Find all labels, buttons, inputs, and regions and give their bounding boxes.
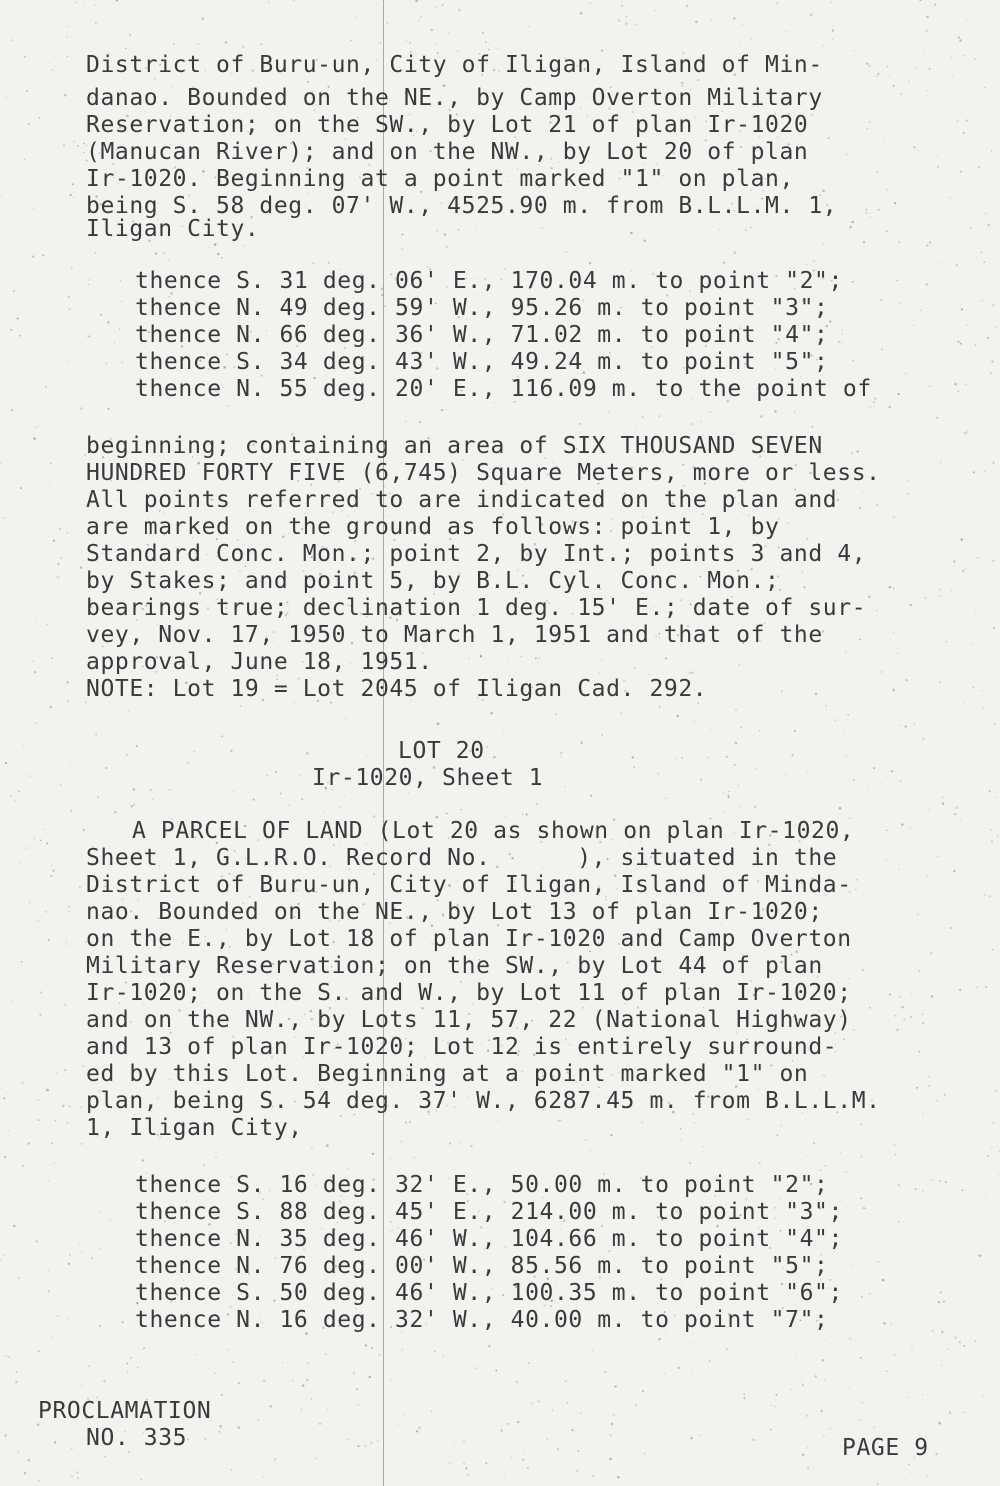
text-line: bearings true; declination 1 deg. 15' E.; date of sur-	[86, 595, 867, 621]
text-line: and 13 of plan Ir-1020; Lot 12 is entirely surround-	[86, 1034, 838, 1060]
course-line: thence N. 76 deg. 00' W., 85.56 m. to point "5";	[135, 1253, 829, 1279]
text-line: danao. Bounded on the NE., by Camp Overton Military	[86, 85, 823, 111]
course-line: thence N. 55 deg. 20' E., 116.09 m. to the point of	[135, 376, 872, 402]
course-line: thence S. 34 deg. 43' W., 49.24 m. to point "5";	[135, 349, 829, 375]
text-line: Standard Conc. Mon.; point 2, by Int.; points 3 and 4,	[86, 541, 867, 567]
course-line: thence N. 35 deg. 46' W., 104.66 m. to point "4";	[135, 1226, 843, 1252]
text-line: Iligan City.	[86, 216, 260, 242]
text-line: Ir-1020. Beginning at a point marked "1" on plan,	[86, 166, 794, 192]
text-line: Military Reservation; on the SW., by Lot 44 of plan	[86, 953, 823, 979]
text-line: District of Buru-un, City of Iligan, Island of Minda-	[86, 872, 852, 898]
course-line: thence S. 31 deg. 06' E., 170.04 m. to point "2";	[135, 268, 843, 294]
text-line: 1, Iligan City,	[86, 1115, 303, 1141]
text-line: ed by this Lot. Beginning at a point marked "1" on	[86, 1061, 809, 1087]
text-line: vey, Nov. 17, 1950 to March 1, 1951 and that of the	[86, 622, 823, 648]
footer-number: NO. 335	[86, 1425, 188, 1451]
text-line: plan, being S. 54 deg. 37' W., 6287.45 m. from B.L.L.M.	[86, 1088, 881, 1114]
course-line: thence N. 66 deg. 36' W., 71.02 m. to point "4";	[135, 322, 829, 348]
text-line: Reservation; on the SW., by Lot 21 of plan Ir-1020	[86, 112, 809, 138]
note-line: NOTE: Lot 19 = Lot 2045 of Iligan Cad. 292.	[86, 676, 708, 702]
text-line: All points referred to are indicated on the plan and	[86, 487, 838, 513]
text-line: approval, June 18, 1951.	[86, 649, 433, 675]
course-line: thence S. 16 deg. 32' E., 50.00 m. to point "2";	[135, 1172, 829, 1198]
lot-heading: LOT 20	[398, 738, 485, 764]
course-line: thence S. 50 deg. 46' W., 100.35 m. to point "6";	[135, 1280, 843, 1306]
course-line: thence N. 16 deg. 32' W., 40.00 m. to point "7";	[135, 1307, 829, 1333]
page-number: PAGE 9	[842, 1435, 929, 1461]
text-line: and on the NW., by Lots 11, 57, 22 (National Highway)	[86, 1007, 852, 1033]
text-line: on the E., by Lot 18 of plan Ir-1020 and Camp Overton	[86, 926, 852, 952]
text-line: nao. Bounded on the NE., by Lot 13 of plan Ir-1020;	[86, 899, 823, 925]
lot-subheading: Ir-1020, Sheet 1	[312, 765, 544, 791]
text-line: are marked on the ground as follows: point 1, by	[86, 514, 780, 540]
course-line: thence S. 88 deg. 45' E., 214.00 m. to point "3";	[135, 1199, 843, 1225]
text-line: Sheet 1, G.L.R.O. Record No. ), situated in the	[86, 845, 838, 871]
text-line: District of Buru-un, City of Iligan, Island of Min-	[86, 52, 823, 78]
text-line: (Manucan River); and on the NW., by Lot 20 of plan	[86, 139, 809, 165]
footer-proclamation: PROCLAMATION	[38, 1398, 212, 1424]
text-line: being S. 58 deg. 07' W., 4525.90 m. from B.L.L.M. 1,	[86, 193, 838, 219]
text-line: Ir-1020; on the S. and W., by Lot 11 of plan Ir-1020;	[86, 980, 852, 1006]
text-line: A PARCEL OF LAND (Lot 20 as shown on plan Ir-1020,	[132, 818, 855, 844]
text-line: by Stakes; and point 5, by B.L. Cyl. Conc. Mon.;	[86, 568, 780, 594]
text-line: beginning; containing an area of SIX THOUSAND SEVEN	[86, 433, 823, 459]
text-line: HUNDRED FORTY FIVE (6,745) Square Meters, more or less.	[86, 460, 881, 486]
course-line: thence N. 49 deg. 59' W., 95.26 m. to point "3";	[135, 295, 829, 321]
